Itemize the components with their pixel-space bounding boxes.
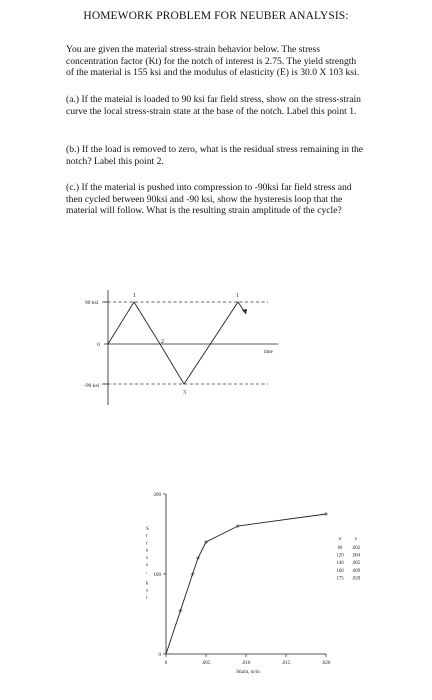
table-cell-stress: 160: [336, 568, 344, 574]
x-tick-label: .010: [241, 661, 251, 666]
point-label-1: 1: [133, 293, 136, 299]
table-cell-stress: 60: [337, 546, 343, 551]
point-label-3: 3: [183, 390, 186, 396]
y-tick-label: 0: [158, 653, 161, 658]
table-cell-strain: .009: [351, 568, 361, 574]
part-b-question: (b.) If the load is removed to zero, what is the residual stress remaining in the notch? Label this point 2.: [66, 144, 364, 167]
point-label-2: 2: [161, 339, 164, 345]
label-90ksi: 90 ksi: [85, 300, 99, 306]
table-cell-strain: .002: [351, 546, 361, 551]
table-cell-strain: .020: [351, 576, 361, 582]
label-minus-90ksi: -90 ksi: [84, 383, 100, 389]
problem-intro: You are given the material stress-strain behavior below. The stress concentration factor (Kt) for the notch of interest is 2.75. The yield strength of the material is 155 ksi and the modulus of elasticity (E) is 30.0 X 103 ksi.: [66, 44, 360, 79]
label-time: time: [264, 350, 273, 355]
table-cell-strain: .005: [351, 561, 361, 567]
part-a-question: (a.) If the mateial is loaded to 90 ksi far field stress, show on the stress-strain curve the local stress-strain state at the base of the notch. Label this point 1.: [66, 94, 361, 117]
x-axis-title: Strain, in/in: [236, 670, 260, 675]
x-tick-label: .015: [281, 661, 291, 666]
table-cell-stress: 175: [336, 576, 344, 582]
page-title: HOMEWORK PROBLEM FOR NEUBER ANALYSIS:: [83, 10, 349, 22]
label-zero: 0: [97, 342, 100, 348]
table-cell-strain: .004: [351, 553, 361, 559]
table-header-stress: σ: [338, 536, 342, 542]
part-c-question: (c.) If the material is pushed into compression to -90ksi far field stress and then cycled between 90ksi and -90 ksi, show the hysteresis loop that the material will follow. What is the resulting strain amplitude of the cycle?: [66, 182, 352, 217]
table-cell-stress: 140: [336, 561, 344, 567]
point-label-1b: 1: [236, 293, 239, 299]
table-cell-stress: 120: [336, 553, 344, 559]
x-tick-label: .005: [201, 661, 211, 666]
stress-strain-curve: [166, 514, 326, 654]
y-tick-label: 100: [153, 573, 161, 578]
x-tick-label: .020: [321, 661, 331, 666]
y-axis-title: S t r e s s , k s i: [146, 527, 149, 601]
x-tick-label: 0: [164, 661, 168, 666]
table-header-strain: ε: [354, 536, 358, 542]
y-tick-label: 200: [153, 493, 161, 498]
